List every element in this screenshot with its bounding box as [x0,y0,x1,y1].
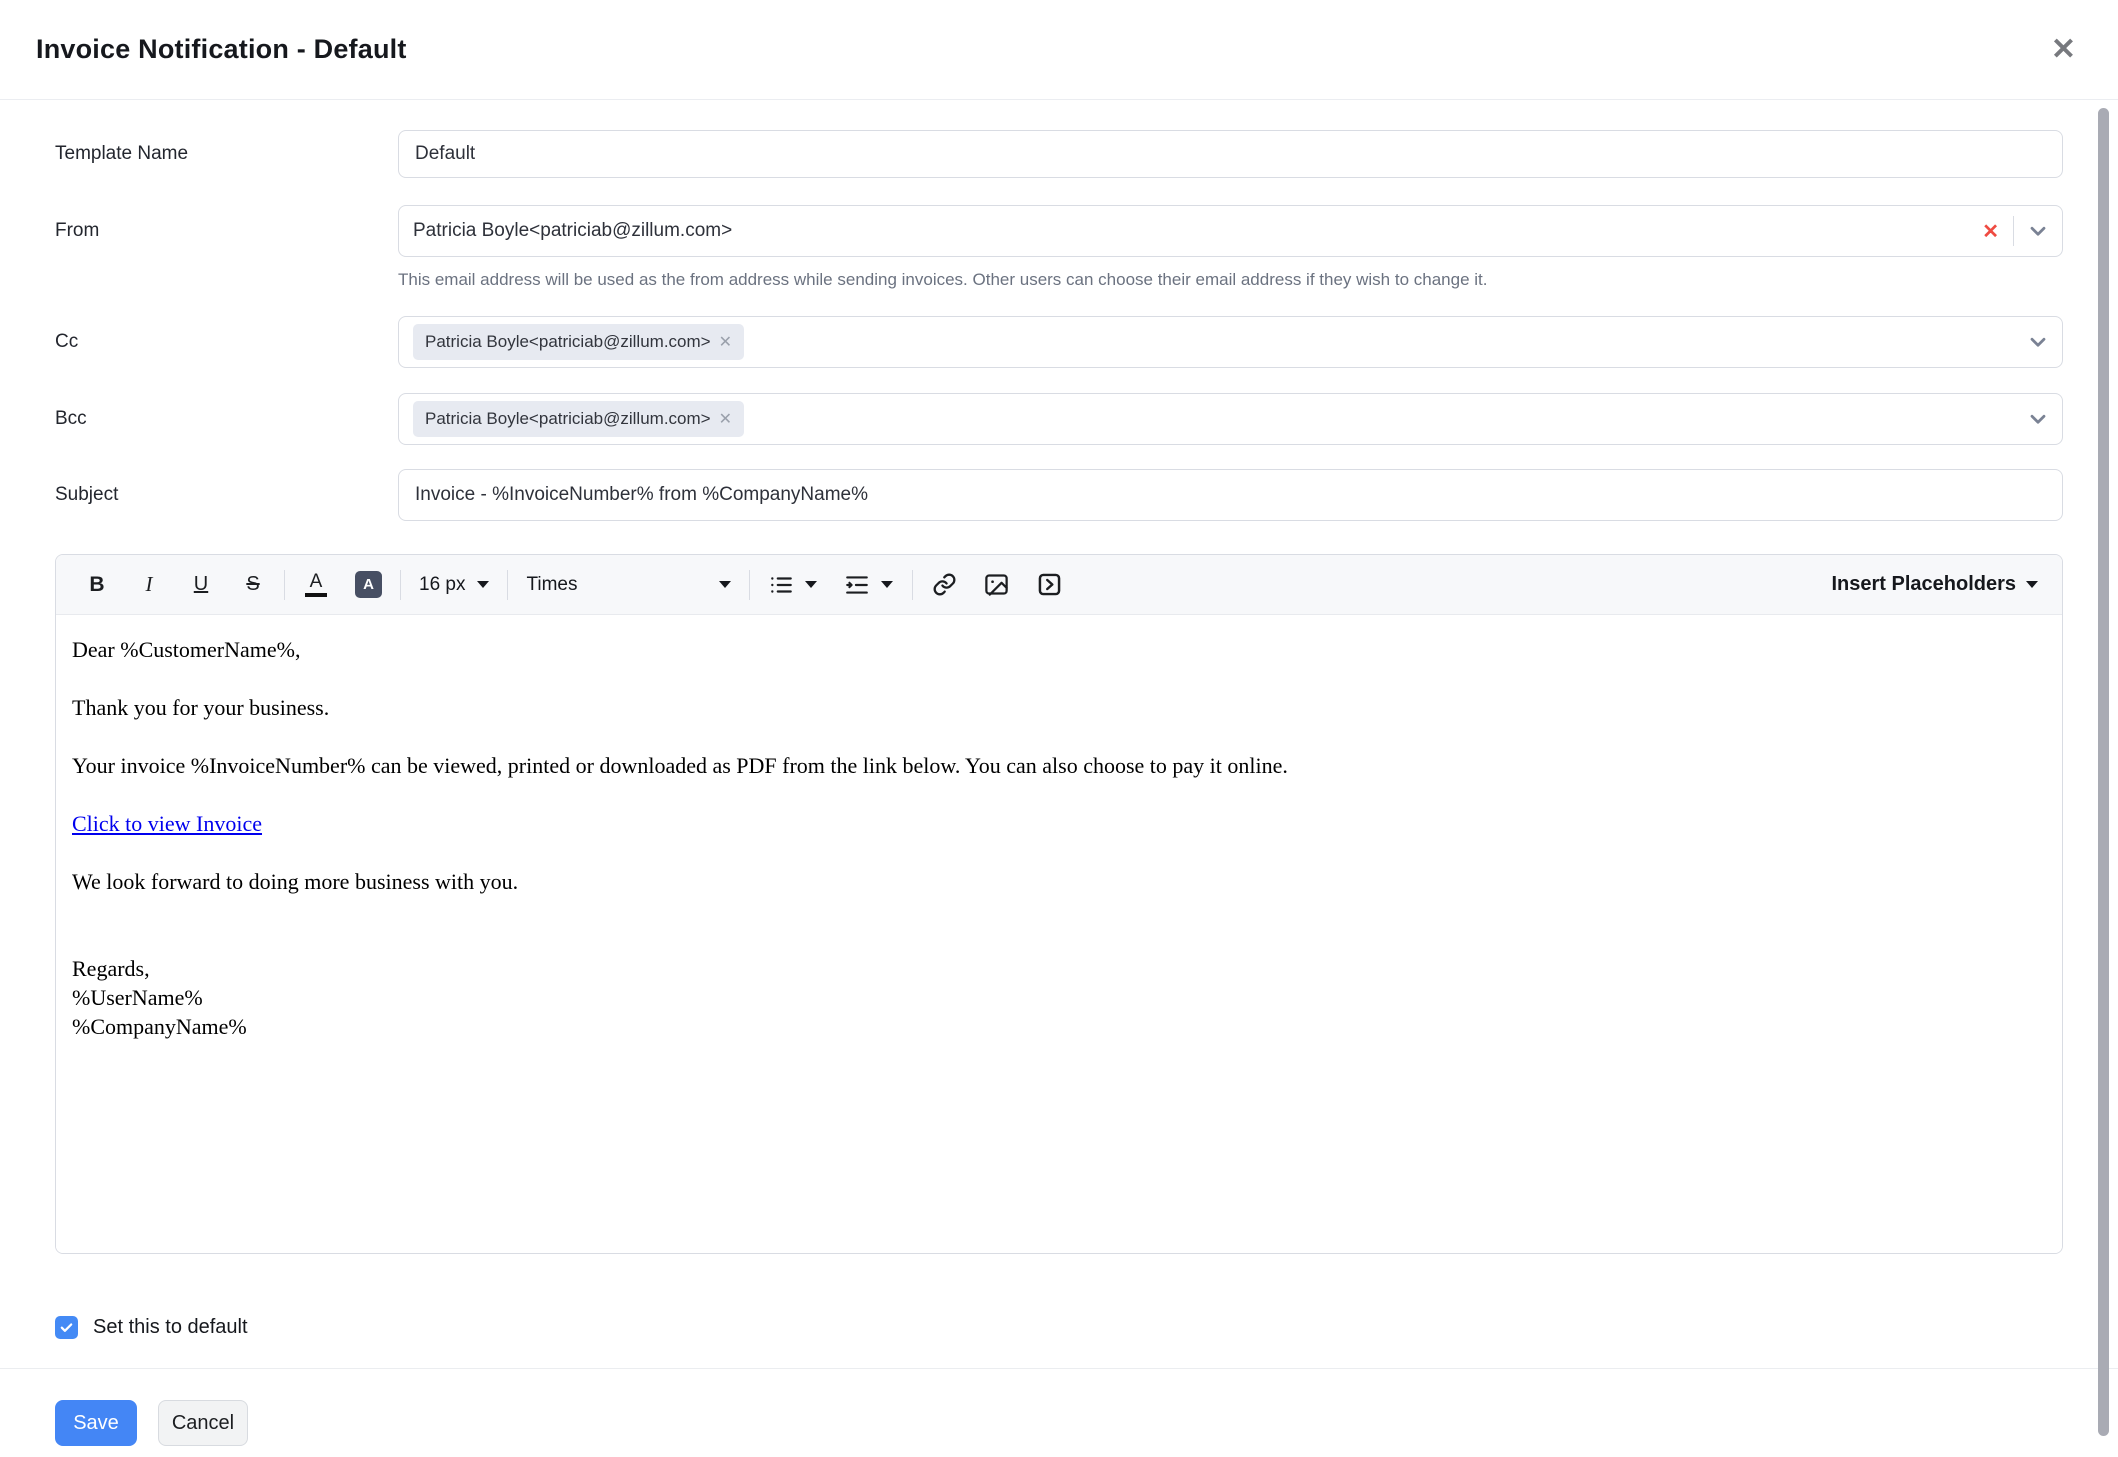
chevron-down-icon[interactable] [2028,409,2048,429]
italic-button[interactable]: I [145,572,153,596]
indent-options-caret-icon[interactable] [880,567,894,603]
bullet-list-button[interactable] [768,567,794,603]
bcc-select[interactable] [398,393,2063,445]
vertical-scrollbar[interactable] [2098,108,2109,1436]
from-select[interactable] [398,205,2063,257]
bcc-label: Bcc [55,408,87,429]
template-name-row [55,130,2063,178]
chevron-down-icon[interactable] [2028,221,2048,241]
from-input[interactable] [413,220,1982,242]
cc-chip [413,324,744,360]
strikethrough-button[interactable]: S [246,573,260,595]
caret-down-icon [2026,581,2038,588]
body-closing-line: We look forward to doing more business with you. [72,869,519,894]
toolbar-divider [400,570,401,600]
list-options-caret-icon[interactable] [804,567,818,603]
insert-placeholders-dropdown[interactable]: Insert Placeholders [1831,573,2038,596]
set-default-row [55,1316,2063,1339]
subject-row [55,469,2063,521]
from-row [55,205,2063,290]
close-icon[interactable]: ✕ [2050,32,2076,66]
font-family-value: Times [526,573,578,595]
save-button[interactable]: Save [55,1400,137,1446]
cc-chip-text: Patricia Boyle<patriciab@zillum.com> [425,332,711,351]
insert-embed-icon[interactable] [1036,567,1063,603]
body-thanks: Thank you for your business. [72,695,330,720]
divider [2013,216,2014,246]
caret-down-icon [477,581,489,588]
remove-bcc-chip-icon[interactable]: ✕ [718,411,732,428]
set-default-label: Set this to default [93,1316,248,1338]
insert-image-icon[interactable] [983,567,1010,603]
remove-cc-chip-icon[interactable]: ✕ [718,334,732,351]
set-default-checkbox[interactable] [55,1316,78,1339]
view-invoice-link[interactable]: Click to view Invoice [72,811,263,836]
signature-company: %CompanyName% [72,1014,247,1039]
bold-button[interactable]: B [89,572,105,596]
signature-user: %UserName% [72,985,203,1010]
text-color-button[interactable]: A [303,567,329,603]
modal-content [0,100,2118,1339]
insert-link-icon[interactable] [931,567,957,603]
from-label: From [55,220,100,241]
bcc-row [55,393,2063,445]
highlight-color-button[interactable]: A [355,567,382,603]
body-greeting: Dear %CustomerName%, [72,637,301,662]
page-title: Invoice Notification - Default [36,34,407,64]
bcc-chip [413,401,744,437]
toolbar-divider [284,570,285,600]
body-signature [72,954,2046,1041]
cancel-button[interactable]: Cancel [158,1400,248,1446]
from-helper-text: This email address will be used as the from address while sending invoices. Other users can choose their email address if they wish to change it. [398,270,1488,289]
underline-button[interactable]: U [193,573,209,595]
toolbar-divider [749,570,750,600]
template-name-label: Template Name [55,143,189,164]
editor-toolbar [56,555,2062,615]
cc-row [55,316,2063,368]
toolbar-divider [507,570,508,600]
cc-label: Cc [55,331,79,352]
email-body-editor [55,554,2063,1254]
regards-line: Regards, [72,956,150,981]
body-invoice-line: Your invoice %InvoiceNumber% can be viewed, printed or downloaded as PDF from the link below. You can also choose to pay it online. [72,753,1288,778]
clear-from-icon[interactable]: ✕ [1982,220,1999,243]
font-family-dropdown[interactable] [526,574,731,596]
font-size-value: 16 px [419,573,466,595]
cc-select[interactable] [398,316,2063,368]
chevron-down-icon[interactable] [2028,332,2048,352]
footer-actions [0,1369,2118,1446]
indent-button[interactable] [844,567,870,603]
caret-down-icon [719,581,731,588]
template-name-input[interactable] [398,130,2063,178]
subject-label: Subject [55,484,119,505]
subject-input[interactable] [398,469,2063,521]
bcc-chip-text: Patricia Boyle<patriciab@zillum.com> [425,409,711,428]
font-size-dropdown[interactable] [419,574,489,596]
toolbar-divider [912,570,913,600]
email-body-content[interactable] [56,615,2062,1253]
modal-header [0,0,2118,100]
